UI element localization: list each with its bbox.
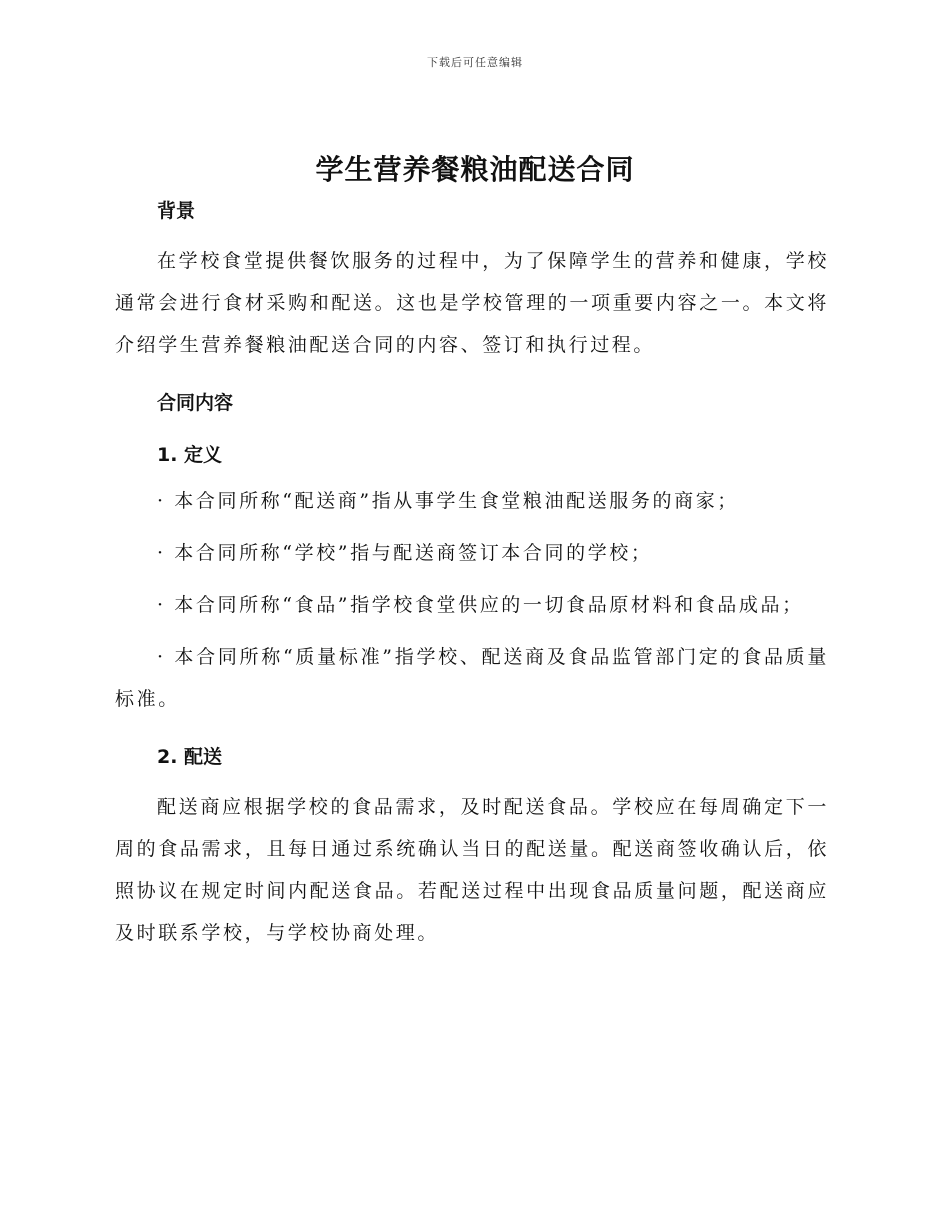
background-paragraph: 在学校食堂提供餐饮服务的过程中，为了保障学生的营养和健康，学校通常会进行食材采购和配送。这也是学校管理的一项重要内容之一。本文将介绍学生营养餐粮油配送合同的内容、签订和执行过程。: [115, 250, 829, 356]
section-heading-background: 背景: [157, 200, 196, 222]
definition-item: · 本合同所称“学校”指与配送商签订本合同的学校；: [157, 542, 653, 564]
definition-item: · 本合同所称“质量标准”指学校、配送商及食品监管部门定的食品质量标准。: [115, 646, 829, 710]
header-note: 下载后可任意编辑: [427, 56, 523, 69]
delivery-paragraph: 配送商应根据学校的食品需求，及时配送食品。学校应在每周确定下一周的食品需求，且每日通过系统确认当日的配送量。配送商签收确认后，依照协议在规定时间内配送食品。若配送过程中出现食品质量问题，配送商应及时联系学校，与学校协商处理。: [115, 796, 829, 944]
document-title: 学生营养餐粮油配送合同: [315, 153, 635, 186]
section-heading-contract-content: 合同内容: [157, 392, 234, 414]
section-heading-definition: 1. 定义: [157, 444, 223, 466]
definition-item: · 本合同所称“食品”指学校食堂供应的一切食品原材料和食品成品；: [157, 594, 804, 616]
definition-item: · 本合同所称“配送商”指从事学生食堂粮油配送服务的商家；: [157, 490, 739, 512]
section-heading-delivery: 2. 配送: [157, 746, 223, 768]
document-body: [115, 196, 829, 954]
